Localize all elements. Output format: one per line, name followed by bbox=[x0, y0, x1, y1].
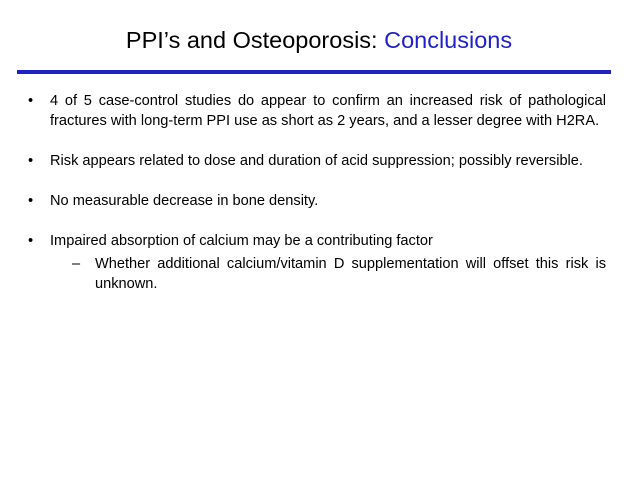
bullet-text: Impaired absorption of calcium may be a contributing factor bbox=[50, 233, 433, 249]
title-accent: Conclusions bbox=[384, 27, 513, 53]
slide-title bbox=[0, 24, 638, 56]
bullet-text: No measurable decrease in bone density. bbox=[50, 193, 319, 209]
bullet-mark: • bbox=[28, 93, 34, 109]
bullet-mark: • bbox=[28, 233, 34, 249]
title-divider bbox=[17, 70, 611, 74]
sub-bullet-dash: – bbox=[72, 256, 81, 272]
sub-bullet-item bbox=[50, 254, 606, 294]
sub-bullet-text: Whether additional calcium/vitamin D supplementation will offset this risk is unknown. bbox=[95, 256, 606, 292]
bullet-item bbox=[28, 191, 606, 211]
bullet-item bbox=[28, 91, 606, 131]
bullet-list bbox=[28, 91, 606, 314]
bullet-mark: • bbox=[28, 193, 34, 209]
bullet-mark: • bbox=[28, 153, 34, 169]
bullet-item bbox=[28, 231, 606, 294]
bullet-text: 4 of 5 case-control studies do appear to confirm an increased risk of pathological fractures with long-term PPI use as short as 2 years, and a lesser degree with H2RA. bbox=[50, 93, 606, 129]
bullet-text: Risk appears related to dose and duration of acid suppression; possibly reversible. bbox=[50, 153, 583, 169]
title-main: PPI’s and Osteoporosis: bbox=[125, 27, 385, 53]
bullet-item bbox=[28, 151, 606, 171]
